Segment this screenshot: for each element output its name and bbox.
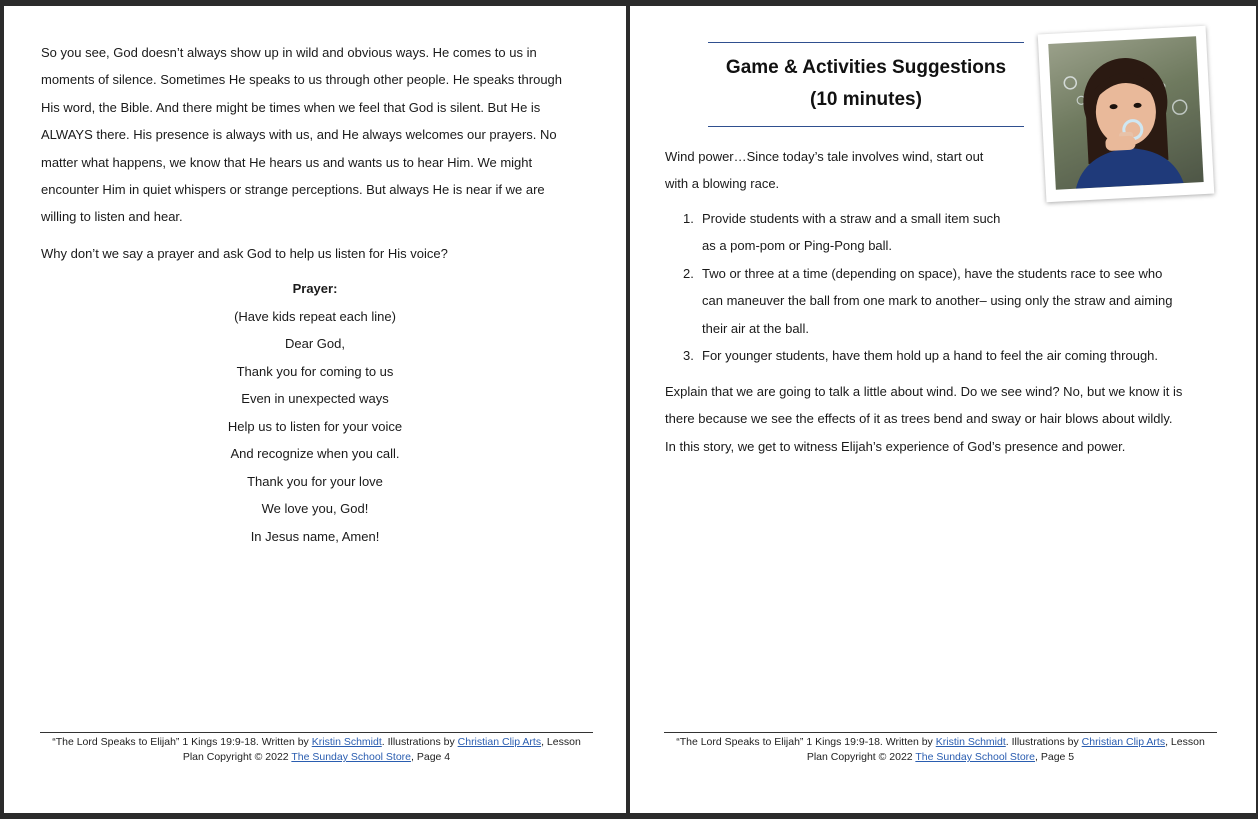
prayer-line: In Jesus name, Amen! — [250, 528, 380, 544]
list-number: 1. — [683, 211, 694, 226]
text-line: ALWAYS there. His presence is always with us, and He always welcomes our prayers. No — [41, 127, 557, 143]
text-line: So you see, God doesn’t always show up in wild and obvious ways. He comes to us in — [41, 45, 537, 60]
heading-rule-bottom — [708, 126, 1024, 127]
document-page-5 — [630, 6, 1256, 813]
page-footer — [34, 735, 599, 765]
document-page-4 — [4, 6, 626, 813]
text-line: Wind power…Since today’s tale involves wind, start out — [665, 149, 984, 164]
prayer-line: And recognize when you call. — [230, 446, 400, 461]
author-link[interactable]: Kristin Schmidt — [311, 736, 382, 748]
footer-text: Plan Copyright © 2022 — [806, 751, 916, 763]
prayer-intro-paragraph: Why don’t we say a prayer and ask God to help us listen for His voice? — [41, 246, 448, 261]
prayer-line: We love you, God! — [261, 501, 369, 516]
prayer-line: Thank you for coming to us — [236, 363, 394, 379]
footer-text: , Page 4 — [411, 751, 451, 763]
footer-divider — [664, 732, 1217, 733]
text-line: as a pom-pom or Ping-Pong ball. — [702, 238, 893, 254]
prayer-line: Dear God, — [285, 336, 345, 351]
illustrator-link[interactable]: Christian Clip Arts — [1081, 736, 1166, 748]
text-line: with a blowing race. — [665, 176, 780, 192]
list-number: 2. — [683, 265, 694, 281]
text-line: For younger students, have them hold up a hand to feel the air coming through. — [702, 348, 1159, 364]
text-line: In this story, we get to witness Elijah’s experience of God’s presence and power. — [665, 438, 1126, 454]
store-link[interactable]: The Sunday School Store — [915, 751, 1036, 763]
text-line: moments of silence. Sometimes He speaks to us through other people. He speaks through — [41, 72, 563, 88]
section-heading — [708, 52, 1024, 116]
page-footer — [658, 735, 1223, 765]
activity-list — [665, 205, 1225, 369]
prayer-line: Even in unexpected ways — [241, 391, 389, 406]
photo-frame — [1038, 26, 1215, 203]
prayer-title: Prayer: — [292, 281, 338, 296]
author-link[interactable]: Kristin Schmidt — [935, 736, 1006, 748]
text-line: matter what happens, we know that He hears us and wants us to hear Him. We might — [41, 154, 533, 170]
footer-text: “The Lord Speaks to Elijah” 1 Kings 19:9-18. Written by — [52, 736, 312, 748]
photo-girl-blowing-bubbles-icon — [1048, 36, 1203, 190]
illustrator-link[interactable]: Christian Clip Arts — [457, 736, 542, 748]
closing-paragraph — [665, 378, 1235, 460]
list-number: 3. — [683, 348, 694, 364]
store-link[interactable]: The Sunday School Store — [291, 751, 412, 763]
footer-text: , Lesson — [541, 736, 581, 748]
footer-text: . Illustrations by — [1005, 736, 1082, 748]
text-line: Two or three at a time (depending on space), have the students race to see who — [702, 265, 1163, 281]
footer-text: “The Lord Speaks to Elijah” 1 Kings 19:9-18. Written by — [676, 736, 936, 748]
text-line: willing to listen and hear. — [41, 209, 183, 225]
text-line: can maneuver the ball from one mark to another– using only the straw and aiming — [702, 293, 1173, 309]
list-item — [665, 205, 1225, 260]
footer-divider — [40, 732, 593, 733]
prayer-line: Thank you for your love — [247, 473, 383, 489]
heading-rule-top — [708, 42, 1024, 43]
intro-paragraph — [41, 39, 601, 231]
text-line: their air at the ball. — [702, 320, 809, 336]
text-line: encounter Him in quiet whispers or strange perceptions. But always He is near if we are — [41, 182, 545, 198]
footer-text: , Lesson — [1165, 736, 1205, 748]
prayer-block — [4, 275, 626, 550]
list-item — [665, 260, 1225, 342]
text-line: Provide students with a straw and a small item such — [702, 211, 1001, 226]
heading-line: (10 minutes) — [810, 89, 922, 110]
prayer-line: Help us to listen for your voice — [227, 418, 403, 434]
text-line: His word, the Bible. And there might be times when we feel that God is silent. But He is — [41, 99, 541, 115]
footer-text: , Page 5 — [1035, 751, 1075, 763]
heading-line: Game & Activities Suggestions — [725, 57, 1007, 78]
list-item — [665, 342, 1225, 369]
prayer-line: (Have kids repeat each line) — [234, 308, 396, 324]
text-line: there because we see the effects of it as trees bend and sway or hair blows about wildly. — [665, 411, 1173, 427]
footer-text: . Illustrations by — [381, 736, 458, 748]
footer-text: Plan Copyright © 2022 — [182, 751, 292, 763]
text-line: Explain that we are going to talk a little about wind. Do we see wind? No, but we know it is — [665, 384, 1183, 399]
intro-paragraph — [665, 143, 1045, 198]
